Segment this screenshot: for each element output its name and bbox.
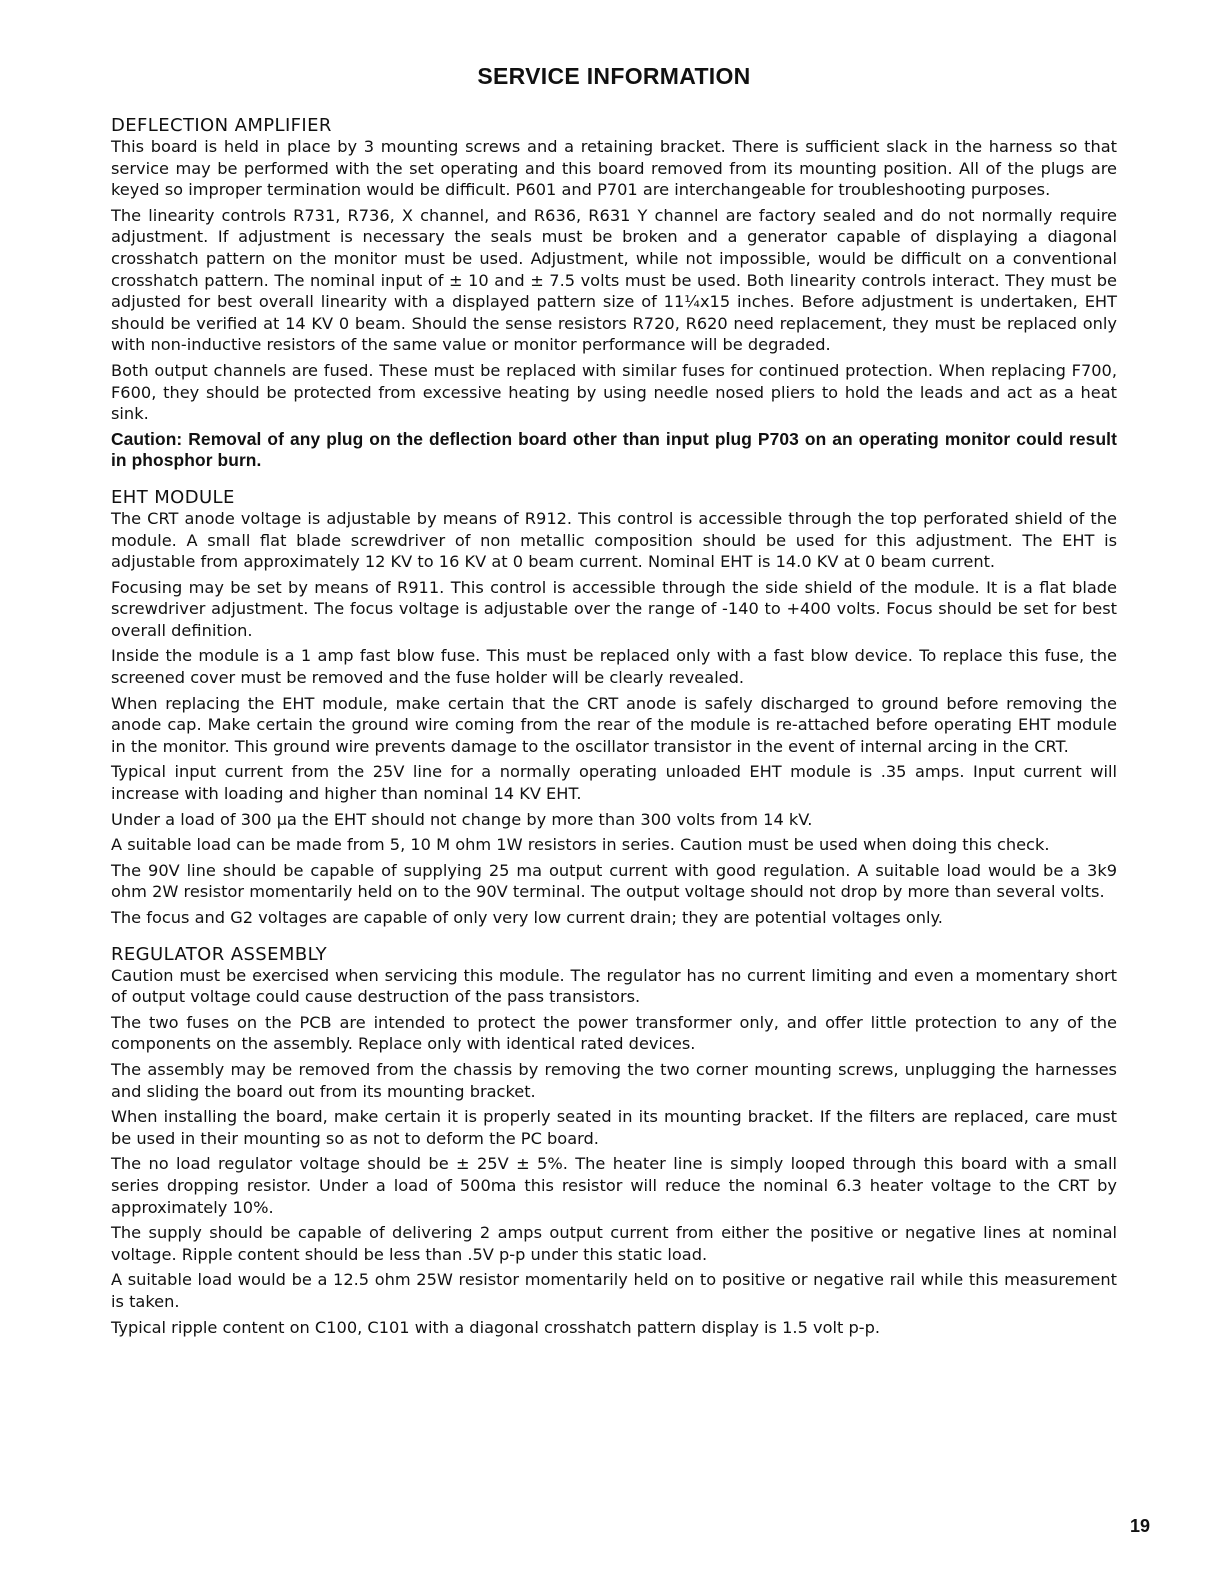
section-heading: REGULATOR ASSEMBLY <box>111 943 328 965</box>
paragraph: The CRT anode voltage is adjustable by means of R912. This control is accessible through the top perforated shield of the module. A small flat blade screwdriver of non metallic composition should be used for this adjustment. The EHT is adjustable from approximately 12 KV to 16 KV at 0 beam current. Nominal EHT is 14.0 KV at 0 beam current. <box>111 508 1117 572</box>
paragraph: Both output channels are fused. These must be replaced with similar fuses for continued protection. When replacing F700, F600, they should be protected from excessive heating by using needle nosed pliers to hold the leads and act as a heat sink. <box>111 360 1117 424</box>
paragraph: A suitable load would be a 12.5 ohm 25W resistor momentarily held on to positive or negative rail while this measurement is taken. <box>111 1270 1117 1311</box>
paragraph: The 90V line should be capable of supplying 25 ma output current with good regulation. A suitable load would be a 3k9 ohm 2W resistor momentarily held on to the 90V terminal. The output voltage should not drop by more than several volts. <box>111 860 1117 902</box>
page-title: SERVICE INFORMATION <box>477 63 751 89</box>
paragraph: When replacing the EHT module, make certain that the CRT anode is safely discharged to ground before removing the anode cap. Make certain the ground wire coming from the rear of the module is re-attached before operating EHT module in the monitor. This ground wire prevents damage to the oscillator transistor in the event of internal arcing in the CRT. <box>111 693 1117 756</box>
paragraph: Under a load of 300 µa the EHT should not change by more than 300 volts from 14 kV. <box>111 809 813 829</box>
paragraph: A suitable load can be made from 5, 10 M ohm 1W resistors in series. Caution must be used when doing this check. <box>111 835 1050 855</box>
paragraph: The two fuses on the PCB are intended to protect the power transformer only, and offer little protection to any of the components on the assembly. Replace only with identical rated devices. <box>111 1012 1117 1054</box>
paragraph: The supply should be capable of delivering 2 amps output current from either the positive or negative lines at nominal voltage. Ripple content should be less than .5V p-p under this static load. <box>111 1223 1117 1264</box>
paragraph: This board is held in place by 3 mounting screws and a retaining bracket. There is sufficient slack in the harness so that service may be performed with the set operating and this board removed from its mounting position. All of the plugs are keyed so improper termination would be difficult. P601 and P701 are interchangeable for troubleshooting purposes. <box>111 137 1117 200</box>
paragraph: The assembly may be removed from the chassis by removing the two corner mounting screws, unplugging the harnesses and sliding the board out from its mounting bracket. <box>111 1059 1117 1101</box>
page-number: 19 <box>1129 1516 1150 1536</box>
paragraph: Typical ripple content on C100, C101 with a diagonal crosshatch pattern display is 1.5 volt p-p. <box>111 1317 881 1337</box>
section-heading: DEFLECTION AMPLIFIER <box>111 115 332 136</box>
document-page <box>111 62 1117 1353</box>
caution-note: Caution: Removal of any plug on the deflection board other than input plug P703 on an operating monitor could result in phosphor burn. <box>111 428 1117 471</box>
section-eht-module <box>111 487 1117 929</box>
paragraph: Typical input current from the 25V line for a normally operating unloaded EHT module is .35 amps. Input current will increase with loading and higher than nominal 14 KV EHT. <box>111 762 1117 804</box>
section-deflection-amplifier <box>111 115 1117 472</box>
paragraph: The linearity controls R731, R736, X channel, and R636, R631 Y channel are factory sealed and do not normally require adjustment. If adjustment is necessary the seals must be broken and a generator capable of displaying a diagonal crosshatch pattern on the monitor must be used. Adjustment, while not impossible, would be difficult on a conventional crosshatch pattern. The nominal input of ± 10 and ± 7.5 volts must be used. Both linearity controls interact. They must be adjusted for best overall linearity with a displayed pattern size of 11¼x15 inches. Before adjustment is undertaken, EHT should be verified at 14 KV 0 beam. Should the sense resistors R720, R620 need replacement, they must be replaced only with non-inductive resistors of the same value or monitor performance will be degraded. <box>111 205 1117 355</box>
paragraph: Focusing may be set by means of R911. This control is accessible through the side shield of the module. It is a flat blade screwdriver adjustment. The focus voltage is adjustable over the range of -140 to +400 volts. Focus should be set for best overall definition. <box>111 577 1117 640</box>
paragraph: When installing the board, make certain it is properly seated in its mounting bracket. If the filters are replaced, care must be used in their mounting so as not to deform the PC board. <box>111 1107 1117 1148</box>
paragraph: Caution must be exercised when servicing this module. The regulator has no current limiting and even a momentary short of output voltage could cause destruction of the pass transistors. <box>111 965 1117 1007</box>
paragraph: The no load regulator voltage should be ± 25V ± 5%. The heater line is simply looped through this board with a small series dropping resistor. Under a load of 500ma this resistor will reduce the nominal 6.3 heater voltage to the CRT by approximately 10%. <box>111 1154 1117 1217</box>
section-regulator-assembly <box>111 944 1117 1339</box>
paragraph: Inside the module is a 1 amp fast blow fuse. This must be replaced only with a fast blow device. To replace this fuse, the screened cover must be removed and the fuse holder will be clearly revealed. <box>111 646 1117 688</box>
paragraph: The focus and G2 voltages are capable of only very low current drain; they are potential voltages only. <box>111 908 943 927</box>
section-heading: EHT MODULE <box>111 486 235 508</box>
